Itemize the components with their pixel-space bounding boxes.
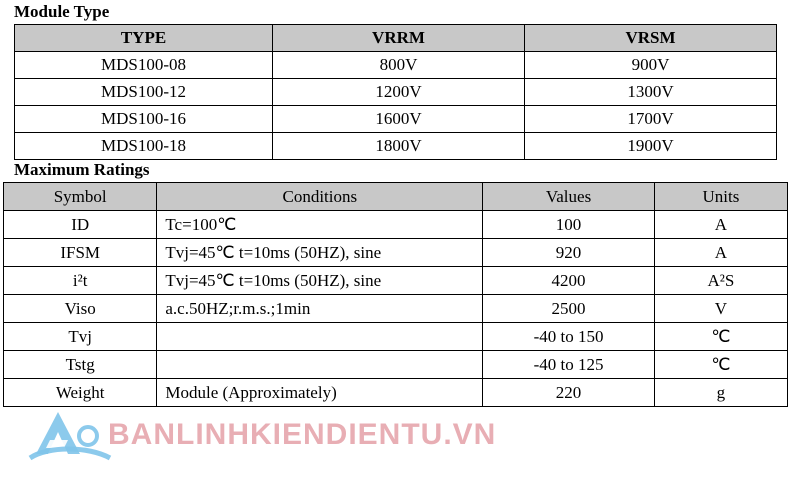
cell-conditions: [157, 323, 483, 351]
maximum-ratings-heading: Maximum Ratings: [14, 160, 150, 179]
cell-values: 100: [483, 211, 655, 239]
table-row: [15, 52, 777, 79]
cell-values: -40 to 150: [483, 323, 655, 351]
column-header-vrsm: VRSM: [525, 25, 777, 52]
column-header-type: TYPE: [15, 25, 273, 52]
cell-values: 4200: [483, 267, 655, 295]
column-header-vrrm: VRRM: [273, 25, 525, 52]
table-row: [15, 106, 777, 133]
maximum-ratings-table: [3, 182, 788, 407]
table-row: [4, 239, 788, 267]
maximum-ratings-section: [0, 182, 791, 451]
watermark: [0, 404, 791, 484]
table-row: [15, 133, 777, 160]
cell-values: 220: [483, 379, 655, 407]
cell-vrsm: 1900V: [525, 133, 777, 160]
table-header-row: [4, 183, 788, 211]
module-type-table: [14, 24, 777, 160]
cell-type: MDS100-18: [15, 133, 273, 160]
cell-units: g: [654, 379, 787, 407]
cell-values: -40 to 125: [483, 351, 655, 379]
cell-symbol: IFSM: [4, 239, 157, 267]
cell-symbol: Viso: [4, 295, 157, 323]
cell-conditions: [157, 351, 483, 379]
column-header-conditions: Conditions: [157, 183, 483, 211]
cell-conditions: a.c.50HZ;r.m.s.;1min: [157, 295, 483, 323]
cell-conditions: Tc=100℃: [157, 211, 483, 239]
table-row: [4, 295, 788, 323]
table-row: [4, 211, 788, 239]
cell-values: 920: [483, 239, 655, 267]
watermark-text: BANLINHKIENDIENTU.VN: [108, 418, 497, 451]
table-row: [4, 379, 788, 407]
cell-units: A: [654, 211, 787, 239]
cell-conditions: Module (Approximately): [157, 379, 483, 407]
cell-type: MDS100-16: [15, 106, 273, 133]
watermark-logo-icon: [28, 406, 112, 468]
cell-vrrm: 1800V: [273, 133, 525, 160]
cell-type: MDS100-08: [15, 52, 273, 79]
module-type-heading: Module Type: [14, 2, 110, 21]
table-row: [4, 267, 788, 295]
cell-conditions: Tvj=45℃ t=10ms (50HZ), sine: [157, 239, 483, 267]
cell-type: MDS100-12: [15, 79, 273, 106]
column-header-values: Values: [483, 183, 655, 211]
cell-units: V: [654, 295, 787, 323]
table-row: [4, 323, 788, 351]
cell-symbol: Weight: [4, 379, 157, 407]
cell-units: ℃: [654, 323, 787, 351]
cell-units: A: [654, 239, 787, 267]
cell-vrrm: 1600V: [273, 106, 525, 133]
cell-symbol: ID: [4, 211, 157, 239]
cell-vrsm: 1300V: [525, 79, 777, 106]
cell-conditions: Tvj=45℃ t=10ms (50HZ), sine: [157, 267, 483, 295]
cell-symbol: Tstg: [4, 351, 157, 379]
cell-symbol: Tvj: [4, 323, 157, 351]
cell-vrsm: 900V: [525, 52, 777, 79]
cell-vrrm: 800V: [273, 52, 525, 79]
cell-vrsm: 1700V: [525, 106, 777, 133]
table-row: [15, 79, 777, 106]
column-header-units: Units: [654, 183, 787, 211]
cell-symbol: i²t: [4, 267, 157, 295]
column-header-symbol: Symbol: [4, 183, 157, 211]
cell-units: ℃: [654, 351, 787, 379]
table-header-row: [15, 25, 777, 52]
table-row: [4, 351, 788, 379]
cell-vrrm: 1200V: [273, 79, 525, 106]
cell-units: A²S: [654, 267, 787, 295]
cell-values: 2500: [483, 295, 655, 323]
